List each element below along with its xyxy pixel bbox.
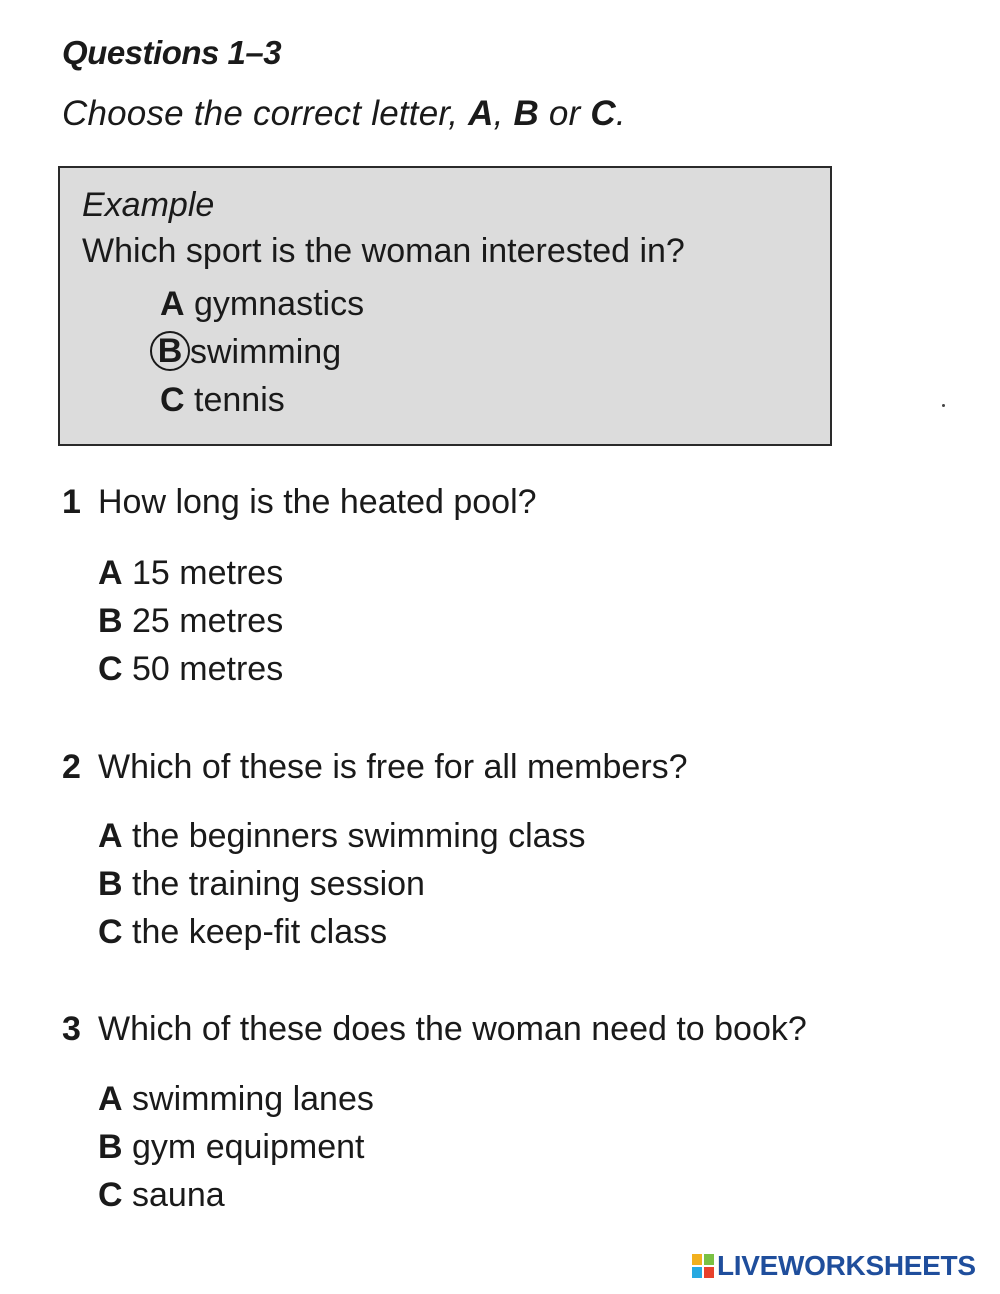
option-text: the beginners swimming class	[132, 817, 586, 855]
question-text: Which of these is free for all members?	[98, 748, 688, 786]
section-heading: Questions 1–3	[62, 34, 282, 71]
question-number: 3	[62, 1010, 81, 1048]
option-text: swimming lanes	[132, 1080, 374, 1118]
question-2	[62, 748, 688, 787]
question-1	[62, 483, 537, 522]
option-text: tennis	[194, 381, 285, 419]
example-option-a	[160, 280, 364, 328]
option-letter: B	[98, 865, 123, 903]
logo-squares-icon	[692, 1254, 714, 1278]
option-letter: A	[98, 817, 123, 855]
example-options	[157, 280, 365, 424]
liveworksheets-logo	[692, 1250, 976, 1282]
question-2-options	[98, 812, 586, 956]
option-text: the training session	[132, 865, 425, 903]
instruction-letter-c: C	[590, 94, 616, 133]
instruction-prefix: Choose the correct letter,	[62, 94, 469, 133]
circled-answer-letter: B	[150, 331, 190, 371]
example-option-c	[160, 376, 364, 424]
example-option-b	[157, 328, 364, 376]
instruction-suffix: .	[615, 94, 626, 133]
option-text: the keep-fit class	[132, 913, 388, 951]
option-row[interactable]	[98, 860, 586, 908]
question-number: 1	[62, 483, 81, 521]
option-text: gymnastics	[194, 285, 365, 323]
option-row[interactable]	[98, 908, 586, 956]
question-text: Which of these does the woman need to book?	[98, 1010, 807, 1048]
option-row[interactable]	[98, 812, 586, 860]
instruction-letter-b: B	[513, 94, 539, 133]
question-1-options	[98, 549, 283, 693]
option-letter: C	[98, 650, 123, 688]
option-row[interactable]	[98, 645, 283, 693]
question-3	[62, 1010, 807, 1049]
option-text: 50 metres	[132, 650, 284, 688]
instruction-letter-a: A	[468, 94, 494, 133]
option-text: sauna	[132, 1176, 225, 1214]
option-row[interactable]	[98, 597, 283, 645]
option-text: gym equipment	[132, 1128, 365, 1166]
instruction-sep1: ,	[493, 94, 514, 133]
instruction-text	[62, 94, 626, 134]
option-row[interactable]	[98, 1075, 374, 1123]
option-row[interactable]	[98, 1123, 374, 1171]
option-letter: A	[98, 1080, 123, 1118]
option-row[interactable]	[98, 1171, 374, 1219]
option-letter: B	[98, 1128, 123, 1166]
question-number: 2	[62, 748, 81, 786]
option-letter: A	[160, 285, 185, 323]
option-letter: C	[160, 381, 185, 419]
logo-text: LIVEWORKSHEETS	[717, 1250, 976, 1281]
option-letter: B	[98, 602, 123, 640]
option-text: 15 metres	[132, 554, 284, 592]
instruction-sep2: or	[539, 94, 591, 133]
option-text: swimming	[190, 333, 342, 371]
question-3-options	[98, 1075, 374, 1219]
option-text: 25 metres	[132, 602, 284, 640]
question-text: How long is the heated pool?	[98, 483, 537, 521]
option-letter: A	[98, 554, 123, 592]
option-letter: C	[98, 1176, 123, 1214]
option-row[interactable]	[98, 549, 283, 597]
option-letter: C	[98, 913, 123, 951]
stray-dot	[942, 404, 945, 407]
example-question: Which sport is the woman interested in?	[82, 232, 685, 270]
example-label: Example	[82, 186, 215, 224]
example-box	[58, 166, 832, 446]
